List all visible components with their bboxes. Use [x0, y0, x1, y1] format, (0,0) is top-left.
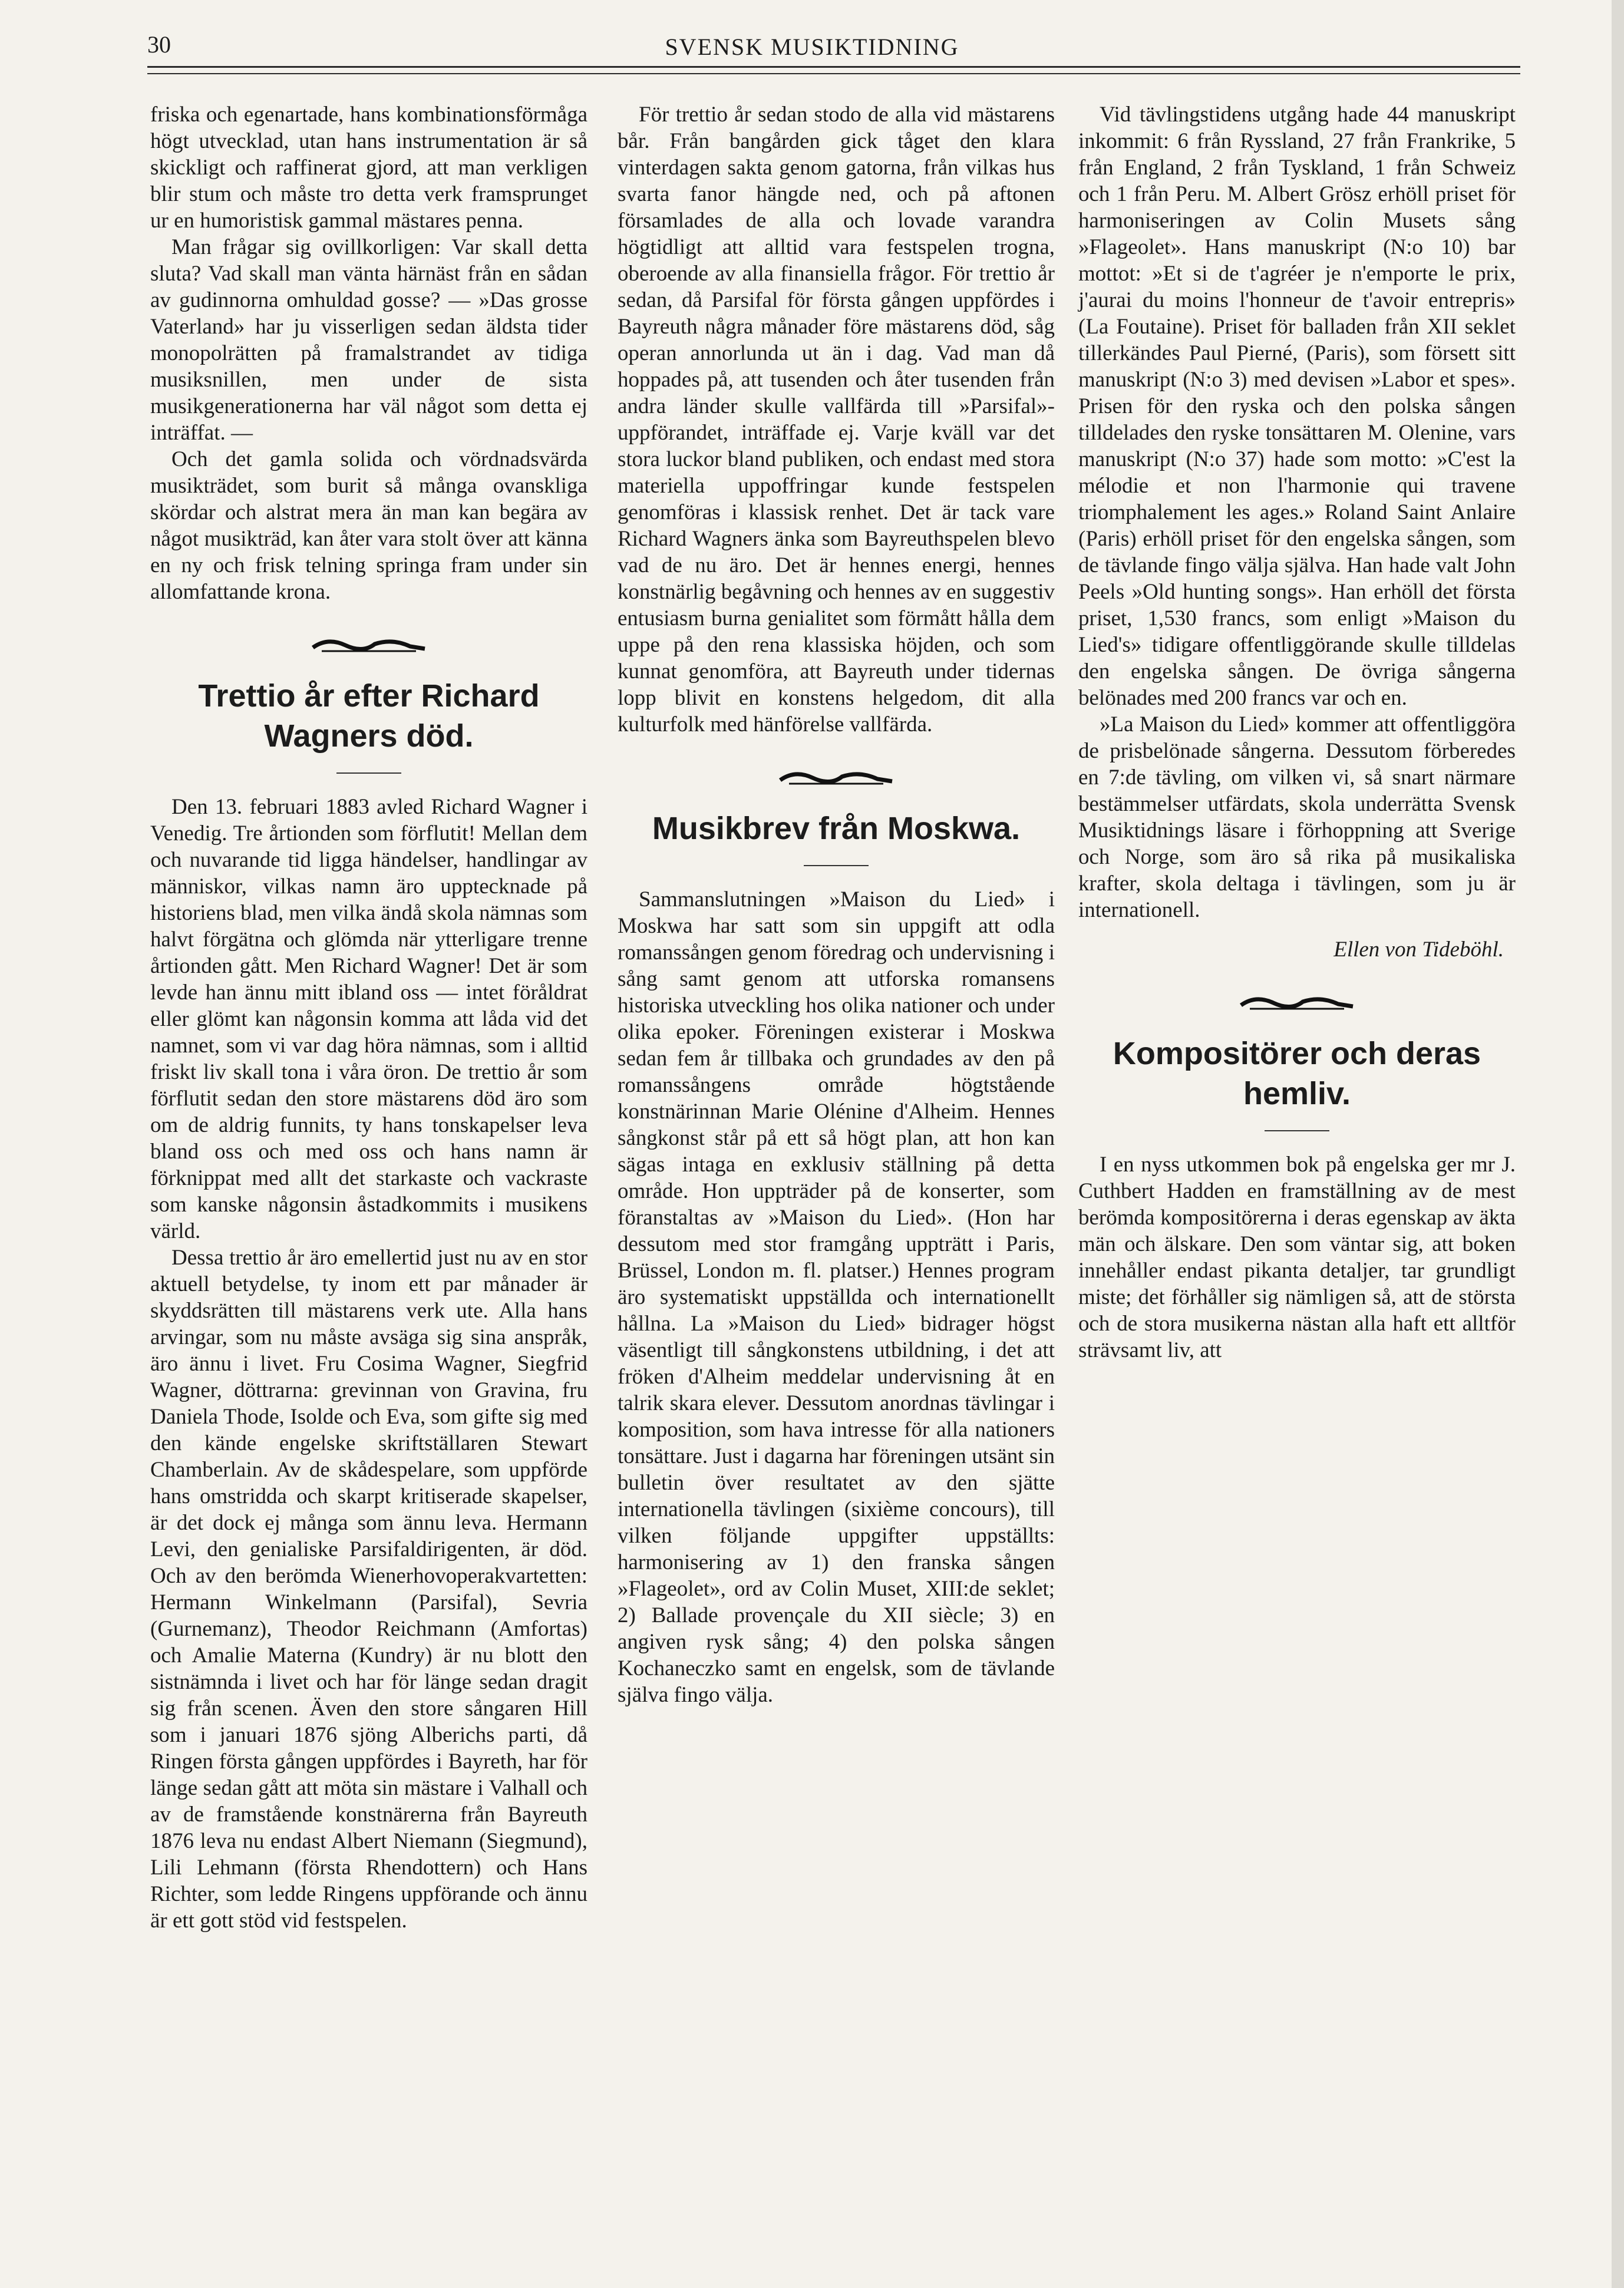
header-rule [147, 66, 1520, 68]
paragraph: I en nyss utkommen bok på engelska ger mr J. Cuthbert Hadden en framställning av de mest berömda kompositörerna i deras egenskap av äkta män och älskare. Den som väntar sig, att boken innehåller endast pikanta detaljer, tar grundligt miste; det förhåller sig nämligen så, att de största och de stora musikerna nästan alla haft ett alltför strävsamt liv, att [1078, 1153, 1516, 1362]
ornament-divider-icon [777, 766, 895, 787]
paragraph: Vid tävlingstidens utgång hade 44 manuskript inkommit: 6 från Ryssland, 27 från Frankrike, 5 från England, 2 från Tyskland, 1 från Schweiz och 1 från Peru. M. Albert Grösz erhöll priset för harmoniseringen av Colin Musets sång »Flageolet». Hans manuskript (N:o 10) bar mottot: »Et si de t'agréer je n'emporte le prix, j'aurai du moins l'honneur de t'avoir entrepris» (La Foutaine). Priset för balladen från XII seklet tillerkändes Paul Pierné, (Paris), som försett sitt manuskript (N:o 3) med devisen »Labor et spes». Prisen för den ryska och den polska sången tilldelades den ryske tonsättaren M. Olenine, vars manuskript (N:o 37) hade som motto: »C'est la mélodie et non l'harmonie qui travene triomphalement les ages.» Roland Saint Anlaire (Paris) erhöll priset för den engelska sången, som de tävlande fingo välja själva. Han hade valt John Peels »Old hunting songs». Han erhöll det första priset, 1,530 francs, som enligt »Maison du Lied's» tidigare offentliggörande skulle tilldelas den engelska sången. De övriga sångerna belönades med 200 francs var och en. [1078, 103, 1516, 710]
title-rule [1265, 1130, 1329, 1131]
page-edge [1612, 0, 1624, 2288]
title-rule [804, 865, 869, 866]
column-2 [618, 101, 1055, 1708]
paragraph: Man frågar sig ovillkorligen: Var skall detta sluta? Vad skall man vänta härnäst från en sådan av gudinnorna omhuldad gosse? — »Das grosse Vaterland» har ju visserligen sedan äldsta tider monopolrätten på framalstrandet av tidiga musiksnillen, men under de sista musikgenerationerna har väl något som detta ej inträffat. — [150, 235, 587, 445]
paragraph: friska och egenartade, hans kombinationsförmåga högt utvecklad, utan hans instrumentation är så skickligt och raffinerat gjord, att man verkligen blir stum och måste tro detta verk framsprunget ur en humoristisk gammal mästares penna. [150, 103, 587, 233]
paragraph: Den 13. februari 1883 avled Richard Wagner i Venedig. Tre årtionden som förflutit! Mellan dem och nuvarande tid ligga händelser, handlingar av människor, vilkas namn äro upptecknade på historiens blad, men vilka ändå skola nämnas som halvt förgätna och glömda när ytterligare trenne årtionden gått. Men Richard Wagner! Det är som levde han ännu mitt ibland oss — intet föråldrat eller glömt kan någonsin komma att låda vid det namnet, som vi var dag höra nämnas, som i alltid friskt liv skall tona i våra öron. De trettio år som förflutit sedan den store mästarens död äro som om de aldrig funnits, ty hans tonskapelser leva bland oss och med oss och hans namn är förknippat med allt det starkaste och vackraste som kanske någonsin åstadkommits i musikens värld. [150, 795, 587, 1243]
article-title-wagner: Trettio år efter Richard Wagners död. [198, 678, 540, 754]
column-1 [150, 101, 587, 1934]
paragraph: För trettio år sedan stodo de alla vid mästarens bår. Från bangården gick tåget den klara vinterdagen sakta genom gatorna, från vilkas hus svarta fanor hängde ned, och på aftonen församlades de alla och lovade varandra högtidligt att alltid vara festspelen trogna, oberoende av alla finansiella frågor. För trettio år sedan, då Parsifal för första gången uppfördes i Bayreuth några månader före mästarens död, såg operan annorlunda ut än i dag. Vad man då hoppades på, att tusenden och åter tusenden från andra länder skulle vallfärda till »Parsifal»-uppförandet, inträffade ej. Varje kväll var det stora luckor bland publiken, och endast med stora materiella uppoffringar kunde festspelen genomföras i klassisk renhet. Det är tack vare Richard Wagners änka som Bayreuthspelen blevo vad de nu äro. Det är hennes energi, hennes konstnärlig begåvning och hennes av en suggestiv entusiasm burna genialitet som förmått hålla dem uppe på den rena klassiska höjden, och som kunnat genomföra, att Bayreuth under tidernas lopp blivit en konstens helgedom, dit alla kulturfolk med hänförelse vallfärda. [618, 103, 1055, 737]
ornament-divider-icon [310, 633, 428, 655]
title-rule [336, 772, 401, 774]
article-title-moskwa: Musikbrev från Moskwa. [652, 811, 1021, 846]
column-3 [1078, 101, 1516, 1363]
article-title-kompositorer: Kompositörer och deras hemliv. [1113, 1036, 1481, 1111]
running-head: SVENSK MUSIKTIDNING [665, 34, 959, 60]
page-number: 30 [147, 31, 171, 58]
paragraph: Och det gamla solida och vördnadsvärda musikträdet, som burit så många ovanskliga skördar och alstrat mera än man kan begära av något musikträd, kan åter vara stolt över att känna en ny och frisk telning springa fram under sin allomfattande krona. [150, 447, 587, 604]
paragraph: »La Maison du Lied» kommer att offentliggöra de prisbelönade sångerna. Dessutom förberedes en 7:de tävling, om vilken vi, så snart närmare bestämmelser utfärdats, skola underrätta Svensk Musiktidnings läsare i förhoppning att Sverige och Norge, som äro så rika på musikaliska krafter, skola deltaga i tävlingen, som ju är internationell. [1078, 712, 1516, 922]
signature: Ellen von Tideböhl. [1333, 937, 1504, 962]
header-rule-thin [147, 73, 1520, 74]
paragraph: Dessa trettio år äro emellertid just nu av en stor aktuell betydelse, ty inom ett par månader är skyddsrätten till mästarens verk ute. Alla hans arvingar, som nu måste avsäga sig sina anspråk, äro ännu i livet. Fru Cosima Wagner, Siegfrid Wagner, döttrarna: grevinnan von Gravina, fru Daniela Thode, Isolde och Eva, som gifte sig med den kände engelske skriftställaren Stewart Chamberlain. Av de skådespelare, som uppförde hans omstridda och skarpt kritiserade skapelser, är det dock ej många som ännu leva. Hermann Levi, den genialiske Parsifaldirigenten, är död. Och av den berömda Wienerhovoperakvartetten: Hermann Winkelmann (Parsifal), Sevria (Gurnemanz), Theodor Reichmann (Amfortas) och Amalie Materna (Kundry) är nu blott den sistnämnda i livet och har för länge sedan dragit sig från scenen. Även den store sångaren Hill som i januari 1876 sjöng Alberichs parti, då Ringen första gången uppfördes i Bayreth, har för länge sedan gått att möta sin mästare i Valhall och av de framstående konstnärerna från Bayreuth 1876 leva nu endast Albert Niemann (Siegmund), Lili Lehmann (första Rhendottern) och Hans Richter, som ledde Ringens uppförande och ännu är ett gott stöd vid festspelen. [150, 1246, 587, 1933]
ornament-divider-icon [1238, 991, 1356, 1012]
paragraph: Sammanslutningen »Maison du Lied» i Moskwa har satt som sin uppgift att odla romanssången genom föredrag och undervisning i sång samt genom att utforska romansens historiska utveckling hos olika nationer och under olika epoker. Föreningen existerar i Moskwa sedan fem år tillbaka och grundades av den på romanssångens område högtstående konstnärinnan Marie Olénine d'Alheim. Hennes sångkonst står på ett så högt plan, att hon kan sägas intaga en exklusiv ställning på detta område. Hon uppträder på de konserter, som föranstaltas av »Maison du Lied». (Hon har dessutom med stor framgång uppträtt i Paris, Brüssel, London m. fl. platser.) Hennes program äro systematiskt uppställda och internationellt hållna. La »Maison du Lied» bidrager högst väsentligt till sångkonstens utbildning, i det att fröken d'Alheim meddelar undervisning åt en talrik skara elever. Dessutom anordnas tävlingar i komposition, som hava intresse för alla nationers tonsättare. Just i dagarna har föreningen utsänt sin bulletin över resultatet av den sjätte internationella tävlingen (sixième concours), till vilken följande uppgifter uppställts: harmonisering av 1) den franska sången »Flageolet», ord av Colin Muset, XIII:de seklet; 2) Ballade provençale du XII siècle; 3) en angiven rysk sång; 4) den polska sången Kochaneczko samt en engelsk, som de tävlande själva fingo välja. [618, 887, 1055, 1707]
